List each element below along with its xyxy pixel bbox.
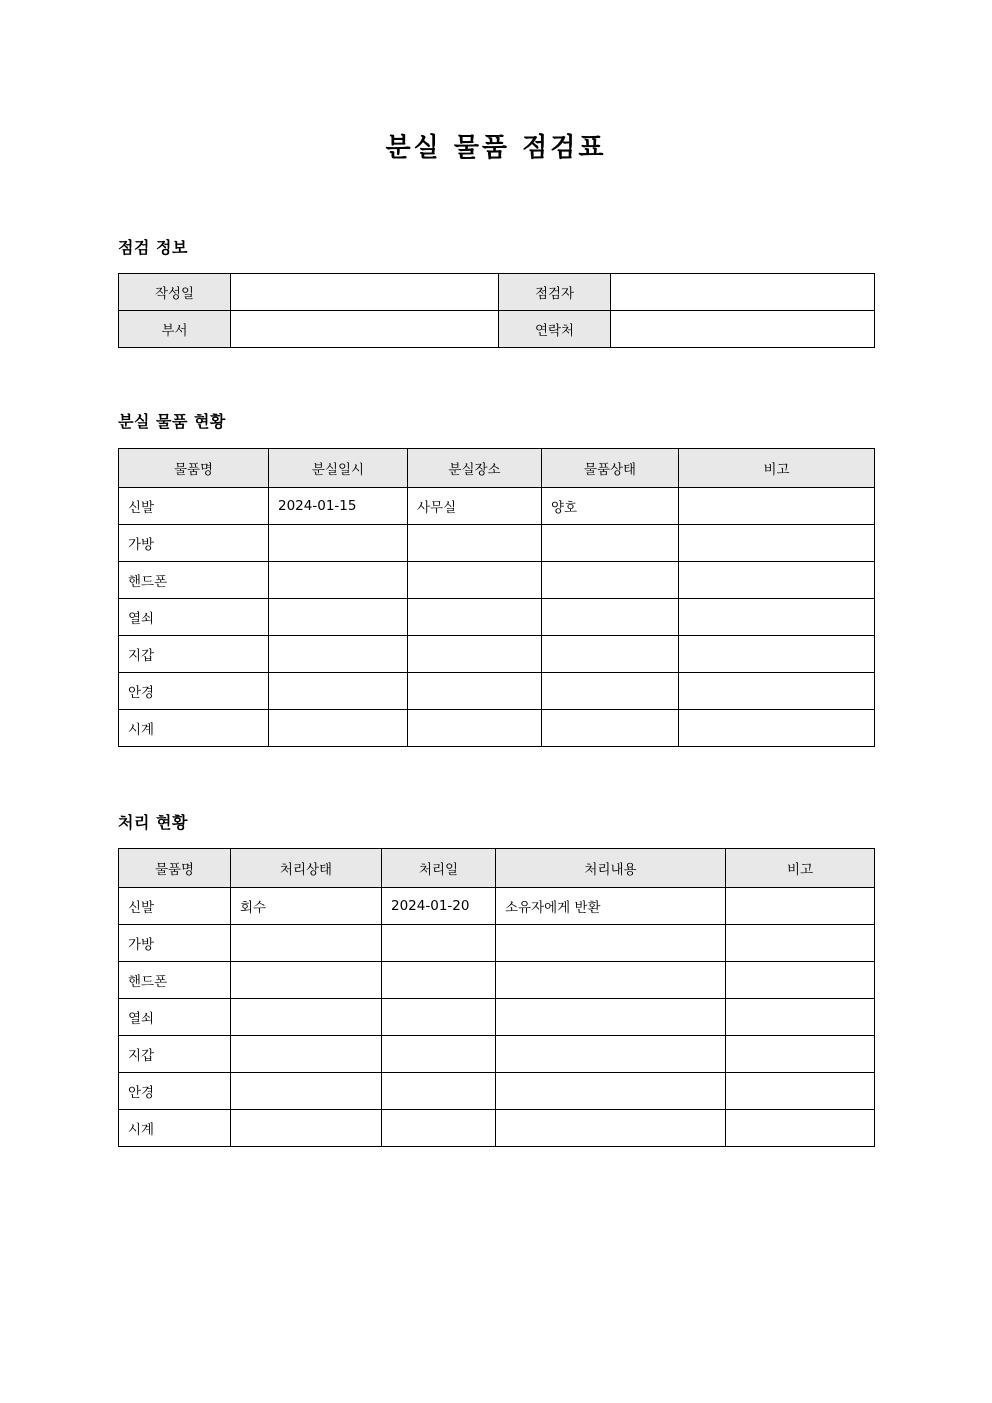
cell-handling-status[interactable] bbox=[231, 1035, 382, 1072]
label-cell-created-date: 작성일 bbox=[119, 274, 231, 311]
cell-handling-detail[interactable] bbox=[496, 1109, 726, 1146]
cell-note[interactable] bbox=[679, 561, 875, 598]
cell-lost-date[interactable] bbox=[269, 598, 408, 635]
cell-item-name[interactable]: 안경 bbox=[119, 1072, 231, 1109]
cell-lost-date[interactable] bbox=[269, 561, 408, 598]
cell-handling-detail[interactable] bbox=[496, 961, 726, 998]
cell-note[interactable] bbox=[679, 598, 875, 635]
cell-condition[interactable] bbox=[542, 598, 679, 635]
cell-lost-date[interactable] bbox=[269, 524, 408, 561]
cell-handling-date[interactable] bbox=[382, 998, 496, 1035]
section-handling-status bbox=[118, 813, 874, 1147]
column-header-handling-status: 처리상태 bbox=[231, 848, 382, 887]
cell-item-name[interactable]: 안경 bbox=[119, 672, 269, 709]
cell-note[interactable] bbox=[726, 998, 875, 1035]
cell-item-name[interactable]: 지갑 bbox=[119, 635, 269, 672]
table-row bbox=[119, 924, 875, 961]
cell-lost-place[interactable] bbox=[408, 709, 542, 746]
cell-handling-date[interactable] bbox=[382, 1035, 496, 1072]
cell-handling-detail[interactable] bbox=[496, 924, 726, 961]
table-row bbox=[119, 487, 875, 524]
table-row bbox=[119, 672, 875, 709]
cell-item-name[interactable]: 시계 bbox=[119, 709, 269, 746]
handling-status-body bbox=[119, 887, 875, 1146]
table-row bbox=[119, 311, 875, 348]
table-row bbox=[119, 635, 875, 672]
value-cell-contact[interactable] bbox=[611, 311, 875, 348]
cell-condition[interactable]: 양호 bbox=[542, 487, 679, 524]
cell-lost-place[interactable]: 사무실 bbox=[408, 487, 542, 524]
label-cell-inspector: 점검자 bbox=[499, 274, 611, 311]
lost-items-body bbox=[119, 487, 875, 746]
cell-handling-status[interactable] bbox=[231, 961, 382, 998]
table-row bbox=[119, 998, 875, 1035]
column-header-handling-detail: 처리내용 bbox=[496, 848, 726, 887]
cell-handling-date[interactable] bbox=[382, 924, 496, 961]
table-row bbox=[119, 887, 875, 924]
cell-lost-place[interactable] bbox=[408, 561, 542, 598]
cell-item-name[interactable]: 지갑 bbox=[119, 1035, 231, 1072]
cell-item-name[interactable]: 열쇠 bbox=[119, 598, 269, 635]
cell-note[interactable] bbox=[679, 672, 875, 709]
lost-items-header bbox=[119, 448, 875, 487]
cell-lost-date[interactable] bbox=[269, 635, 408, 672]
cell-handling-status[interactable] bbox=[231, 924, 382, 961]
value-cell-department[interactable] bbox=[231, 311, 499, 348]
cell-note[interactable] bbox=[679, 524, 875, 561]
column-header-handling-date: 처리일 bbox=[382, 848, 496, 887]
cell-lost-date[interactable] bbox=[269, 709, 408, 746]
section-heading-handling-status: 처리 현황 bbox=[118, 812, 188, 832]
table-row bbox=[119, 1109, 875, 1146]
cell-handling-date[interactable] bbox=[382, 1072, 496, 1109]
cell-note[interactable] bbox=[726, 961, 875, 998]
cell-item-name[interactable]: 핸드폰 bbox=[119, 561, 269, 598]
cell-item-name[interactable]: 핸드폰 bbox=[119, 961, 231, 998]
inspection-info-table bbox=[118, 273, 875, 348]
cell-note[interactable] bbox=[679, 635, 875, 672]
cell-handling-status[interactable] bbox=[231, 1072, 382, 1109]
handling-status-table bbox=[118, 848, 875, 1147]
table-row bbox=[119, 598, 875, 635]
column-header-lost-date: 분실일시 bbox=[269, 448, 408, 487]
section-heading-inspection-info: 점검 정보 bbox=[118, 238, 188, 258]
cell-handling-status[interactable] bbox=[231, 1109, 382, 1146]
cell-condition[interactable] bbox=[542, 635, 679, 672]
table-row bbox=[119, 961, 875, 998]
cell-note[interactable] bbox=[726, 1072, 875, 1109]
cell-item-name[interactable]: 가방 bbox=[119, 524, 269, 561]
cell-handling-status[interactable] bbox=[231, 998, 382, 1035]
cell-condition[interactable] bbox=[542, 709, 679, 746]
table-row bbox=[119, 1072, 875, 1109]
cell-lost-date[interactable] bbox=[269, 672, 408, 709]
table-header-row bbox=[119, 448, 875, 487]
column-header-condition: 물품상태 bbox=[542, 448, 679, 487]
value-cell-created-date[interactable] bbox=[231, 274, 499, 311]
cell-note[interactable] bbox=[679, 487, 875, 524]
cell-note[interactable] bbox=[726, 1035, 875, 1072]
column-header-note: 비고 bbox=[726, 848, 875, 887]
cell-handling-detail[interactable] bbox=[496, 1072, 726, 1109]
cell-lost-date[interactable]: 2024-01-15 bbox=[269, 487, 408, 524]
cell-item-name[interactable]: 시계 bbox=[119, 1109, 231, 1146]
label-cell-department: 부서 bbox=[119, 311, 231, 348]
inspection-info-body bbox=[119, 274, 875, 348]
column-header-note: 비고 bbox=[679, 448, 875, 487]
page-title: 분실 물품 점검표 bbox=[385, 133, 607, 163]
column-header-lost-place: 분실장소 bbox=[408, 448, 542, 487]
cell-lost-place[interactable] bbox=[408, 598, 542, 635]
table-header-row bbox=[119, 848, 875, 887]
table-row bbox=[119, 524, 875, 561]
cell-condition[interactable] bbox=[542, 524, 679, 561]
section-inspection-info bbox=[118, 238, 874, 348]
label-cell-contact: 연락처 bbox=[499, 311, 611, 348]
cell-handling-detail[interactable]: 소유자에게 반환 bbox=[496, 887, 726, 924]
table-row bbox=[119, 274, 875, 311]
cell-note[interactable] bbox=[726, 887, 875, 924]
cell-note[interactable] bbox=[679, 709, 875, 746]
cell-condition[interactable] bbox=[542, 561, 679, 598]
cell-condition[interactable] bbox=[542, 672, 679, 709]
handling-status-header bbox=[119, 848, 875, 887]
table-row bbox=[119, 1035, 875, 1072]
cell-handling-detail[interactable] bbox=[496, 1035, 726, 1072]
cell-lost-place[interactable] bbox=[408, 635, 542, 672]
cell-item-name[interactable]: 가방 bbox=[119, 924, 231, 961]
table-row bbox=[119, 561, 875, 598]
cell-item-name[interactable]: 열쇠 bbox=[119, 998, 231, 1035]
cell-note[interactable] bbox=[726, 924, 875, 961]
cell-handling-detail[interactable] bbox=[496, 998, 726, 1035]
cell-item-name[interactable]: 신발 bbox=[119, 887, 231, 924]
cell-lost-place[interactable] bbox=[408, 524, 542, 561]
table-row bbox=[119, 709, 875, 746]
cell-handling-date[interactable] bbox=[382, 961, 496, 998]
cell-handling-date[interactable]: 2024-01-20 bbox=[382, 887, 496, 924]
cell-handling-date[interactable] bbox=[382, 1109, 496, 1146]
value-cell-inspector[interactable] bbox=[611, 274, 875, 311]
column-header-item-name: 물품명 bbox=[119, 448, 269, 487]
section-lost-items bbox=[118, 412, 874, 746]
cell-lost-place[interactable] bbox=[408, 672, 542, 709]
cell-handling-status[interactable]: 회수 bbox=[231, 887, 382, 924]
column-header-item-name: 물품명 bbox=[119, 848, 231, 887]
section-heading-lost-items: 분실 물품 현황 bbox=[118, 412, 226, 432]
cell-note[interactable] bbox=[726, 1109, 875, 1146]
cell-item-name[interactable]: 신발 bbox=[119, 487, 269, 524]
lost-items-table bbox=[118, 448, 875, 747]
